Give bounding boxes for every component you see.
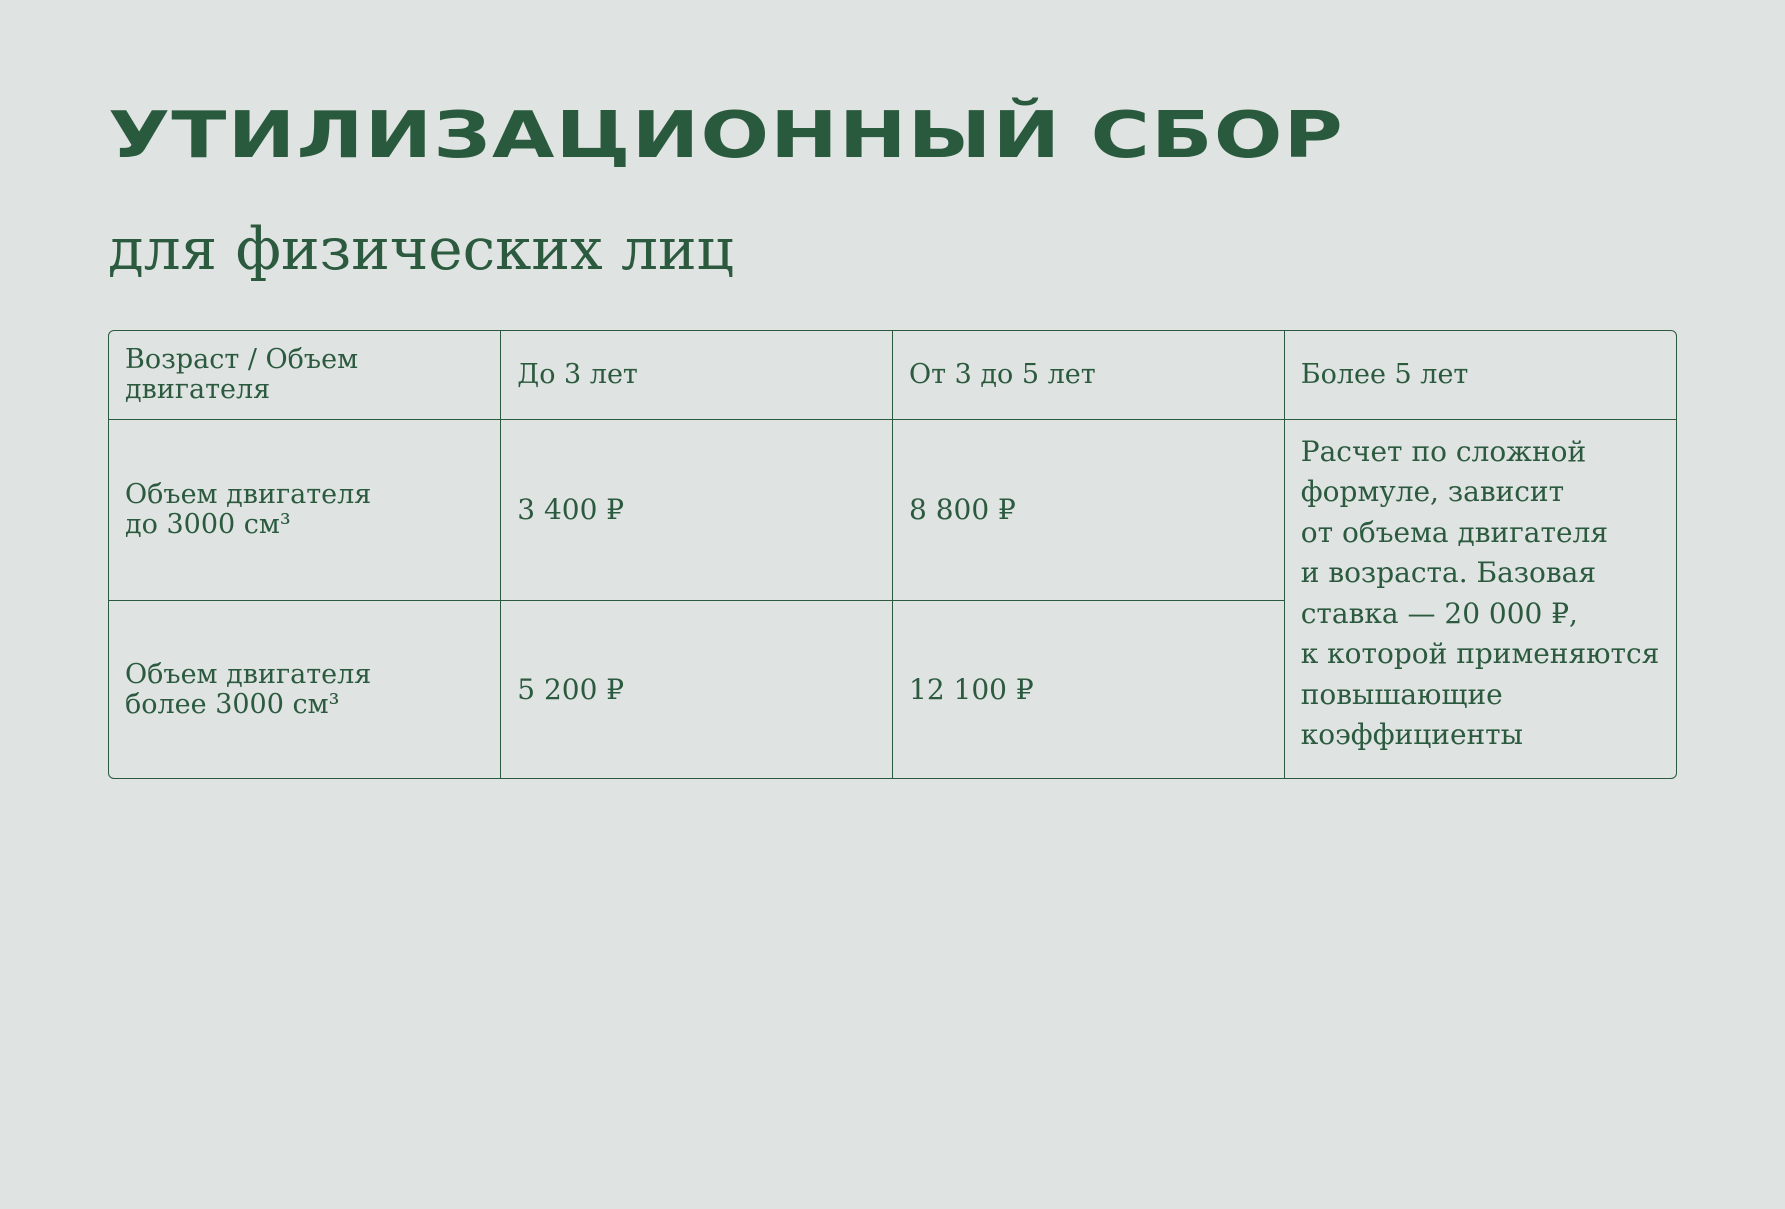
row-label-line1: Объем двигателя	[125, 659, 372, 691]
note-line: от объема двигателя	[1300, 515, 1609, 549]
header-under-3-years: До 3 лет	[501, 331, 893, 419]
header-age-volume-line2: двигателя	[125, 373, 271, 405]
row-label-line2: до 3000 см³	[125, 508, 291, 540]
fee-3-to-5-years: 8 800 ₽	[893, 419, 1285, 600]
fee-under-3-years: 5 200 ₽	[501, 600, 893, 779]
row-label-line1: Объем двигателя	[125, 478, 372, 510]
fee-table	[109, 331, 1676, 779]
note-line: к которой применяются	[1300, 637, 1660, 670]
note-line: ставка — 20 000 ₽,	[1300, 596, 1578, 630]
page-title: УТИЛИЗАЦИОННЫЙ СБОР	[108, 99, 1345, 173]
fee-over-5-years-note	[1284, 419, 1676, 779]
fee-3-to-5-years: 12 100 ₽	[893, 600, 1285, 779]
note-line: Расчет по сложной	[1300, 434, 1587, 468]
note-line: формуле, зависит	[1300, 475, 1565, 508]
note-line: и возраста. Базовая	[1300, 556, 1597, 589]
header-3-to-5-years: От 3 до 5 лет	[893, 331, 1285, 419]
note-line: коэффициенты	[1300, 718, 1523, 751]
row-label	[109, 600, 501, 779]
fee-table-container	[108, 330, 1677, 779]
fee-under-3-years: 3 400 ₽	[501, 419, 893, 600]
header-age-volume	[109, 331, 501, 419]
row-label-line2: более 3000 см³	[125, 689, 340, 721]
header-over-5-years: Более 5 лет	[1284, 331, 1676, 419]
header-age-volume-line1: Возраст / Объем	[125, 343, 359, 375]
table-header-row	[109, 331, 1676, 419]
table-row	[109, 419, 1676, 600]
page-subtitle: для физических лиц	[108, 215, 734, 283]
note-line: повышающие	[1300, 677, 1503, 711]
row-label	[109, 419, 501, 600]
